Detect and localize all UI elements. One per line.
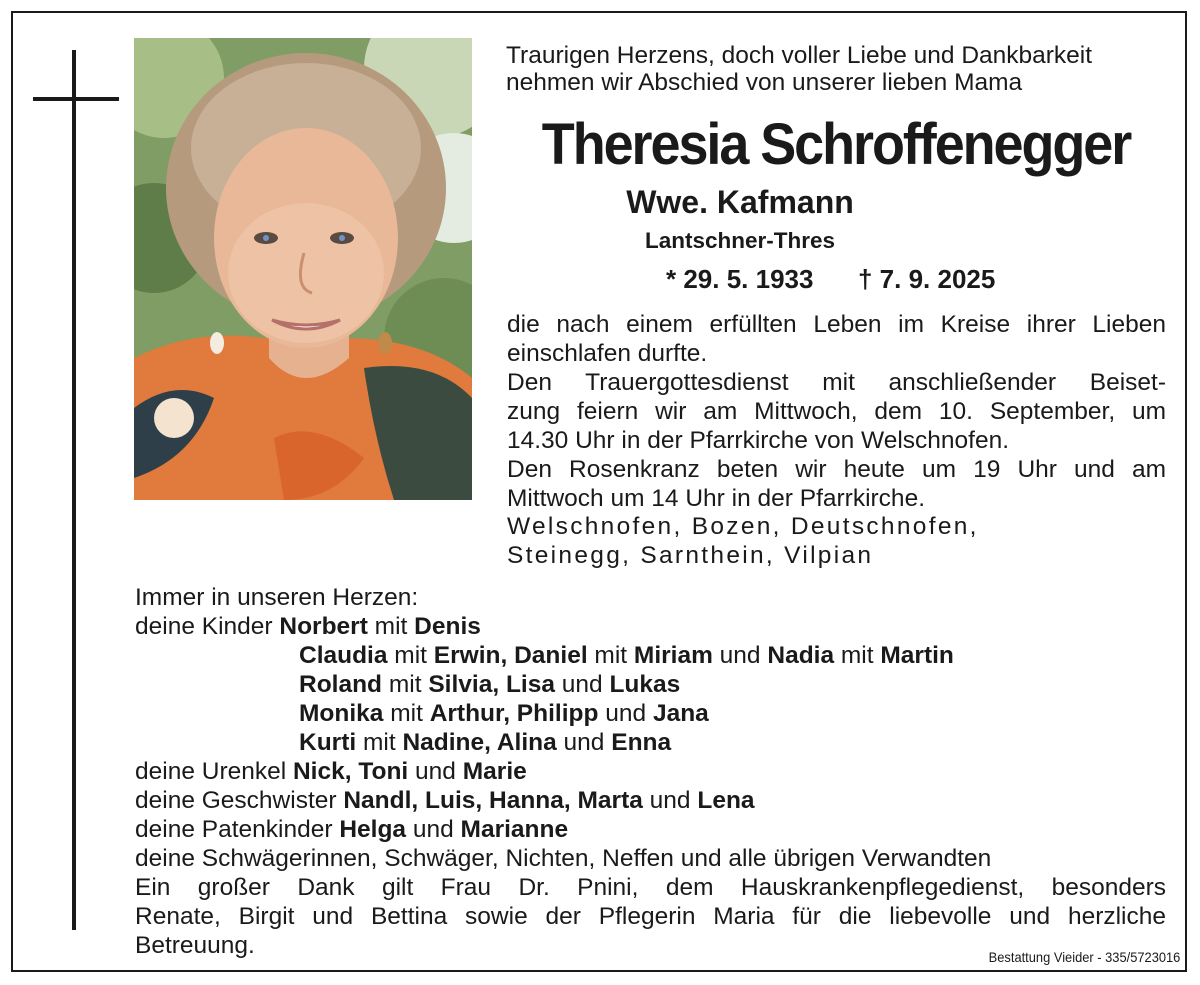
places-list bbox=[507, 512, 1127, 570]
family-row bbox=[135, 728, 1135, 757]
family-member: Monika bbox=[299, 700, 384, 727]
family-member: Silvia, Lisa bbox=[428, 671, 555, 698]
body-line: Den Rosenkranz beten wir heute um 19 Uhr und am bbox=[507, 456, 1166, 483]
family-text: und bbox=[598, 700, 653, 727]
family-row bbox=[135, 641, 1135, 670]
intro-line: Traurigen Herzens, doch voller Liebe und Dankbarkeit bbox=[506, 42, 1093, 69]
family-text: und bbox=[406, 816, 461, 843]
family-member: Nandl, Luis, Hanna, Marta bbox=[343, 787, 643, 814]
family-member: Nadine, Alina bbox=[402, 729, 557, 756]
family-member: Denis bbox=[414, 613, 481, 640]
family-member: Nick, Toni bbox=[292, 758, 409, 785]
body-line: 14.30 Uhr in der Pfarrkirche von Welschnofen. bbox=[507, 427, 1010, 454]
family-text: und bbox=[554, 671, 610, 698]
family-member: Lukas bbox=[609, 671, 681, 698]
body-line: die nach einem erfüllten Leben im Kreise ihrer Lieben bbox=[507, 311, 1166, 338]
family-member: Claudia bbox=[299, 642, 388, 669]
intro-text bbox=[506, 42, 1166, 96]
body-line: einschlafen durfte. bbox=[507, 340, 708, 367]
family-text: mit bbox=[587, 642, 634, 669]
family-member: Miriam bbox=[633, 642, 713, 669]
family-text: und bbox=[642, 787, 698, 814]
birth-date: * 29. 5. 1933 bbox=[666, 264, 814, 294]
body-line: zung feiern wir am Mittwoch, dem 10. September, um bbox=[507, 398, 1166, 425]
intro-line: nehmen wir Abschied von unserer lieben Mama bbox=[506, 69, 1023, 96]
thanks-line: Ein großer Dank gilt Frau Dr. Pnini, dem Hauskrankenpflegedienst, besonders bbox=[135, 874, 1166, 901]
family-text: deine Geschwister bbox=[135, 787, 344, 814]
body-line: Mittwoch um 14 Uhr in der Pfarrkirche. bbox=[507, 485, 925, 512]
family-member: Enna bbox=[611, 729, 672, 756]
family-member: Marie bbox=[462, 758, 527, 785]
family-member: Nadia bbox=[767, 642, 835, 669]
deceased-name: Theresia Schroffenegger bbox=[541, 112, 1131, 177]
family-row bbox=[135, 786, 1135, 815]
funeral-home-credit: Bestattung Vieider - 335/5723016 bbox=[988, 949, 1180, 965]
notice-body bbox=[507, 310, 1166, 513]
family-text: mit bbox=[383, 700, 430, 727]
family-member: Martin bbox=[880, 642, 954, 669]
cross-vertical-bar bbox=[72, 50, 76, 930]
family-row bbox=[135, 757, 1135, 786]
family-row bbox=[135, 815, 1135, 844]
family-text: deine Patenkinder bbox=[135, 816, 340, 843]
family-text: mit bbox=[367, 613, 415, 640]
family-member: Erwin, Daniel bbox=[433, 642, 588, 669]
family-text: mit bbox=[834, 642, 881, 669]
family-heading: Immer in unseren Herzen: bbox=[135, 584, 419, 611]
places-line: Welschnofen, Bozen, Deutschnofen, bbox=[507, 513, 979, 540]
thanks-text bbox=[135, 873, 1166, 960]
family-text: deine Schwägerinnen, Schwäger, Nichten, Neffen und alle übrigen Verwandten bbox=[135, 845, 992, 872]
family-row bbox=[135, 612, 1135, 641]
thanks-line: Betreuung. bbox=[135, 932, 255, 959]
family-row bbox=[135, 844, 1135, 873]
family-member: Jana bbox=[652, 700, 709, 727]
widow-of: Wwe. Kafmann bbox=[626, 184, 854, 220]
house-name: Lantschner-Thres bbox=[644, 228, 836, 253]
family-row bbox=[135, 670, 1135, 699]
family-member: Arthur, Philipp bbox=[429, 700, 599, 727]
family-text: mit bbox=[387, 642, 434, 669]
family-row bbox=[135, 699, 1135, 728]
family-member: Norbert bbox=[279, 613, 368, 640]
places-line: Steinegg, Sarnthein, Vilpian bbox=[507, 542, 874, 569]
family-text: und bbox=[556, 729, 612, 756]
family-list bbox=[135, 583, 1135, 873]
family-text: deine Urenkel bbox=[135, 758, 293, 785]
family-member: Lena bbox=[697, 787, 755, 814]
family-text: und bbox=[712, 642, 768, 669]
family-text: mit bbox=[382, 671, 429, 698]
family-member: Roland bbox=[299, 671, 383, 698]
thanks-line: Renate, Birgit und Bettina sowie der Pflegerin Maria für die liebevolle und herzliche bbox=[135, 903, 1166, 930]
family-member: Marianne bbox=[460, 816, 569, 843]
body-line: Den Trauergottesdienst mit anschließender Beiset- bbox=[507, 369, 1166, 396]
portrait-photo bbox=[134, 38, 472, 500]
family-member: Kurti bbox=[299, 729, 357, 756]
cross-horizontal-bar bbox=[33, 97, 119, 101]
family-text: deine Kinder bbox=[135, 613, 280, 640]
death-date: † 7. 9. 2025 bbox=[858, 264, 996, 294]
family-member: Helga bbox=[339, 816, 407, 843]
family-text: und bbox=[408, 758, 463, 785]
family-text: mit bbox=[356, 729, 403, 756]
